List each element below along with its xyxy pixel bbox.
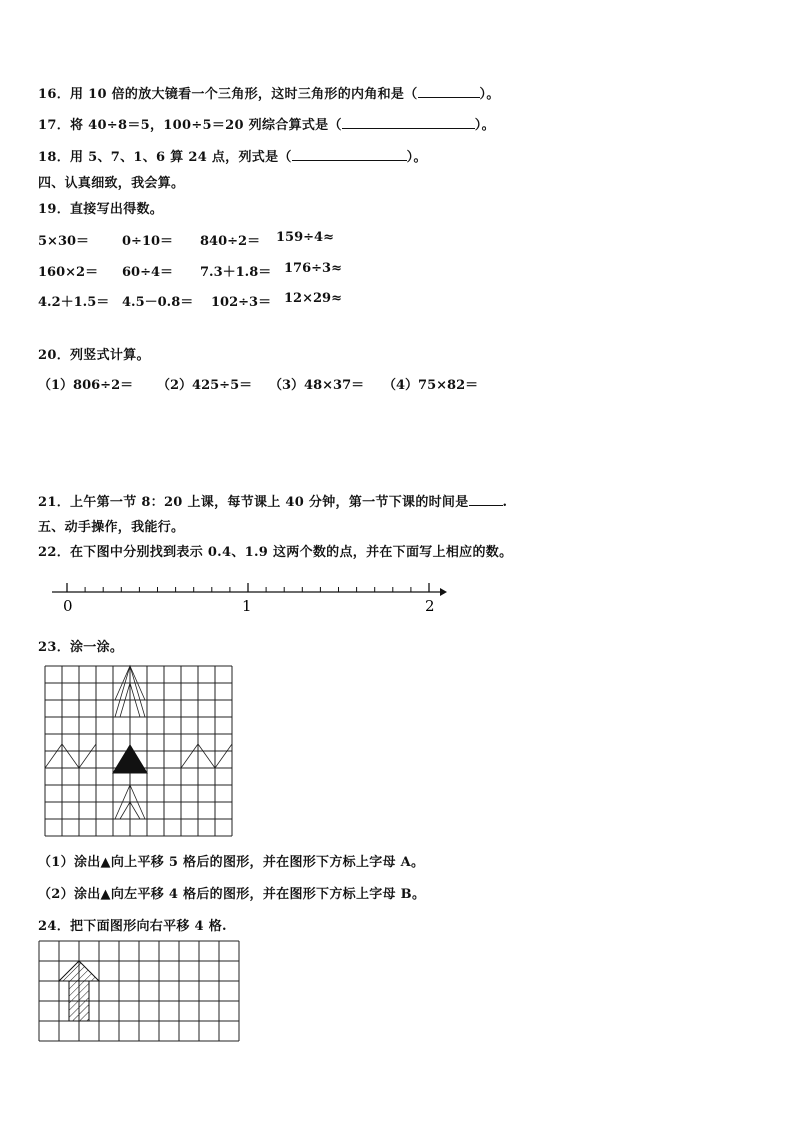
grid-24[interactable] <box>39 941 243 1043</box>
q21-end: . <box>502 495 508 510</box>
guide-right-shape <box>181 744 232 768</box>
vertical-calc-item: （2）425÷5＝ <box>157 378 253 393</box>
vertical-calc-item: （1）806÷2＝ <box>38 378 134 393</box>
calc-item: 5×30＝ <box>38 234 90 249</box>
calc-item: 840÷2＝ <box>200 234 261 249</box>
calc-item: 176÷3≈ <box>284 261 342 276</box>
question-24-title: 24．把下面图形向右平移 4 格. <box>38 919 227 934</box>
hatched-arrow-shaft <box>69 981 89 1021</box>
vertical-calc-item: （4）75×82＝ <box>383 378 479 393</box>
calc-item: 7.3＋1.8＝ <box>200 265 272 280</box>
q18-close: ）。 <box>406 150 427 165</box>
number-line-arrow <box>440 588 447 596</box>
q16-text: 16．用 10 倍的放大镜看一个三角形，这时三角形的内角和是（ <box>38 87 418 102</box>
black-triangle <box>113 745 147 773</box>
grid-23[interactable] <box>45 666 235 836</box>
q18-text: 18．用 5、7、1、6 算 24 点，列式是（ <box>38 150 292 165</box>
vertical-calc-item: （3）48×37＝ <box>269 378 365 393</box>
calc-item: 4.5－0.8＝ <box>122 295 194 310</box>
guide-left-shape <box>45 744 96 768</box>
question-23-title: 23．涂一涂。 <box>38 640 124 655</box>
section-5-heading: 五、动手操作，我能行。 <box>38 520 185 535</box>
question-23-sub1: （1）涂出▲向上平移 5 格后的图形，并在图形下方标上字母 A。 <box>38 855 425 870</box>
q21-text: 21．上午第一节 8：20 上课，每节课上 40 分钟，第一节下课的时间是 <box>38 495 469 510</box>
calc-item: 102÷3＝ <box>211 295 272 310</box>
question-23-sub2: （2）涂出▲向左平移 4 格后的图形，并在图形下方标上字母 B。 <box>38 887 426 902</box>
calc-item: 0÷10＝ <box>122 234 174 249</box>
section-4-heading: 四、认真细致，我会算。 <box>38 176 185 191</box>
question-22-title: 22．在下图中分别找到表示 0.4、1.9 这两个数的点，并在下面写上相应的数。 <box>38 545 513 560</box>
calc-item: 4.2＋1.5＝ <box>38 295 110 310</box>
guide-up-shape <box>115 666 145 717</box>
q16-close: ）。 <box>479 87 500 102</box>
question-19-title: 19．直接写出得数。 <box>38 202 164 217</box>
calc-item: 12×29≈ <box>284 291 342 306</box>
question-20-title: 20．列竖式计算。 <box>38 348 150 363</box>
q17-text: 17．将 40÷8＝5，100÷5＝20 列综合算式是（ <box>38 118 342 133</box>
calc-item: 159÷4≈ <box>276 230 334 245</box>
tick-label-2: 2 <box>425 597 435 615</box>
calc-item: 160×2＝ <box>38 265 99 280</box>
q17-close: ）。 <box>474 118 495 133</box>
tick-label-0: 0 <box>63 597 73 615</box>
calc-item: 60÷4＝ <box>122 265 174 280</box>
tick-label-1: 1 <box>242 597 252 615</box>
hatched-arrow-head <box>59 961 99 981</box>
